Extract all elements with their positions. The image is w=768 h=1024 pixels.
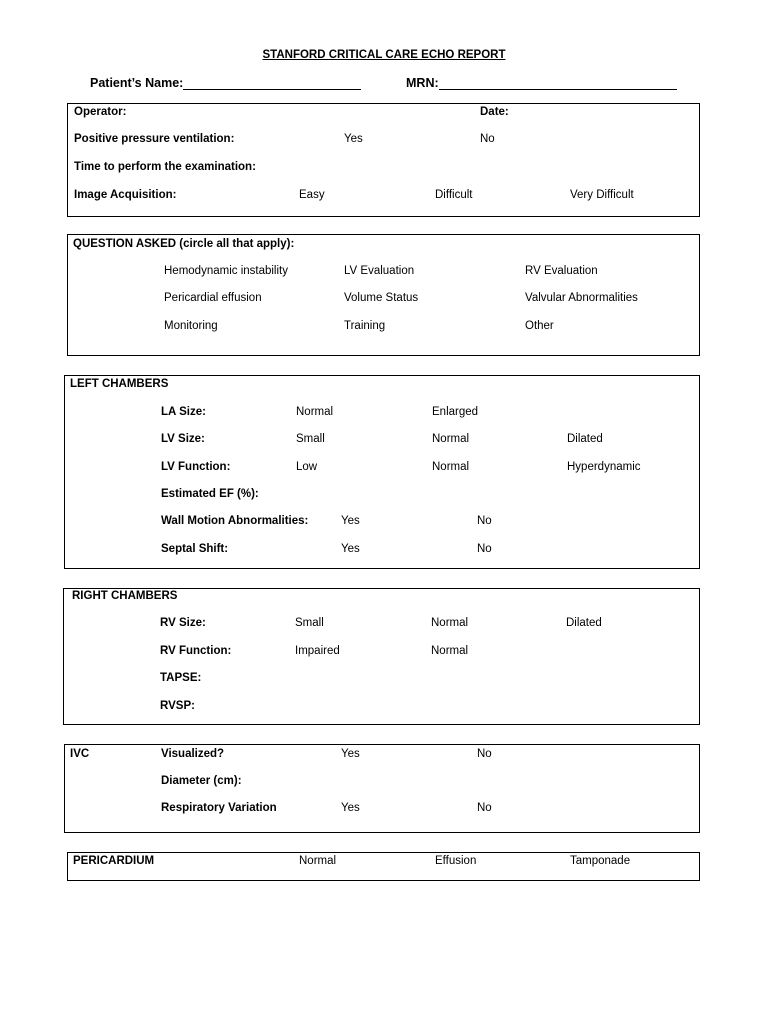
lv-size-label: LV Size:: [161, 433, 205, 445]
time-label: Time to perform the examination:: [74, 161, 256, 173]
septal-shift-option-yes[interactable]: Yes: [341, 543, 360, 555]
rvsp-label: RVSP:: [160, 700, 195, 712]
acq-option-difficult[interactable]: Difficult: [435, 189, 473, 201]
question-option[interactable]: Volume Status: [344, 292, 419, 304]
question-option[interactable]: Other: [525, 320, 554, 332]
question-option[interactable]: Monitoring: [164, 320, 218, 332]
lv-size-option-small[interactable]: Small: [296, 433, 325, 445]
pericardium-option-effusion[interactable]: Effusion: [435, 855, 477, 867]
la-size-option-normal[interactable]: Normal: [296, 406, 334, 418]
diameter-label: Diameter (cm):: [161, 775, 242, 787]
visualized-label: Visualized?: [161, 748, 225, 760]
wall-motion-option-no[interactable]: No: [477, 515, 492, 527]
resp-variation-label: Respiratory Variation: [161, 802, 277, 814]
question-heading: QUESTION ASKED (circle all that apply):: [73, 238, 295, 250]
la-size-option-enlarged[interactable]: Enlarged: [432, 406, 479, 418]
wall-motion-option-yes[interactable]: Yes: [341, 515, 360, 527]
pericardium-option-tamponade[interactable]: Tamponade: [570, 855, 631, 867]
question-option[interactable]: Training: [344, 320, 386, 332]
question-option[interactable]: Pericardial effusion: [164, 292, 262, 304]
pericardium-option-normal[interactable]: Normal: [299, 855, 337, 867]
rv-size-option-normal[interactable]: Normal: [431, 617, 469, 629]
pericardium-heading: PERICARDIUM: [73, 855, 155, 867]
wall-motion-label: Wall Motion Abnormalities:: [161, 515, 309, 527]
ivc-section: [64, 744, 700, 833]
question-option[interactable]: LV Evaluation: [344, 265, 415, 277]
septal-shift-label: Septal Shift:: [161, 543, 229, 555]
la-size-label: LA Size:: [161, 406, 206, 418]
resp-variation-option-yes[interactable]: Yes: [341, 802, 360, 814]
lv-size-option-normal[interactable]: Normal: [432, 433, 470, 445]
patient-name-field[interactable]: [183, 89, 361, 90]
rv-function-option-impaired[interactable]: Impaired: [295, 645, 340, 657]
question-option[interactable]: Hemodynamic instability: [164, 265, 288, 277]
rv-size-option-small[interactable]: Small: [295, 617, 324, 629]
septal-shift-option-no[interactable]: No: [477, 543, 492, 555]
tapse-label: TAPSE:: [160, 672, 202, 684]
rv-function-option-normal[interactable]: Normal: [431, 645, 469, 657]
lv-size-option-dilated[interactable]: Dilated: [567, 433, 603, 445]
visualized-option-yes[interactable]: Yes: [341, 748, 360, 760]
operator-label: Operator:: [74, 106, 127, 118]
mrn-field[interactable]: [439, 89, 677, 90]
rv-function-label: RV Function:: [160, 645, 232, 657]
mrn-label: MRN:: [406, 76, 439, 90]
lv-function-option-hyperdynamic[interactable]: Hyperdynamic: [567, 461, 641, 473]
right-chambers-section: [63, 588, 700, 725]
question-option[interactable]: Valvular Abnormalities: [525, 292, 638, 304]
report-title: STANFORD CRITICAL CARE ECHO REPORT: [262, 49, 506, 61]
ppv-option-no[interactable]: No: [480, 133, 495, 145]
lv-function-option-normal[interactable]: Normal: [432, 461, 470, 473]
lv-function-option-low[interactable]: Low: [296, 461, 318, 473]
acq-option-easy[interactable]: Easy: [299, 189, 325, 201]
question-option[interactable]: RV Evaluation: [525, 265, 598, 277]
acq-label: Image Acquisition:: [74, 189, 177, 201]
left-chambers-heading: LEFT CHAMBERS: [70, 378, 169, 390]
date-label: Date:: [480, 106, 509, 118]
acq-option-very-difficult[interactable]: Very Difficult: [570, 189, 634, 201]
visualized-option-no[interactable]: No: [477, 748, 492, 760]
lv-function-label: LV Function:: [161, 461, 231, 473]
rv-size-label: RV Size:: [160, 617, 206, 629]
ef-label: Estimated EF (%):: [161, 488, 259, 500]
patient-name-label: Patient’s Name:: [90, 76, 184, 90]
ppv-option-yes[interactable]: Yes: [344, 133, 363, 145]
resp-variation-option-no[interactable]: No: [477, 802, 492, 814]
right-chambers-heading: RIGHT CHAMBERS: [72, 590, 178, 602]
ivc-heading: IVC: [70, 748, 90, 760]
ppv-label: Positive pressure ventilation:: [74, 133, 235, 145]
rv-size-option-dilated[interactable]: Dilated: [566, 617, 602, 629]
